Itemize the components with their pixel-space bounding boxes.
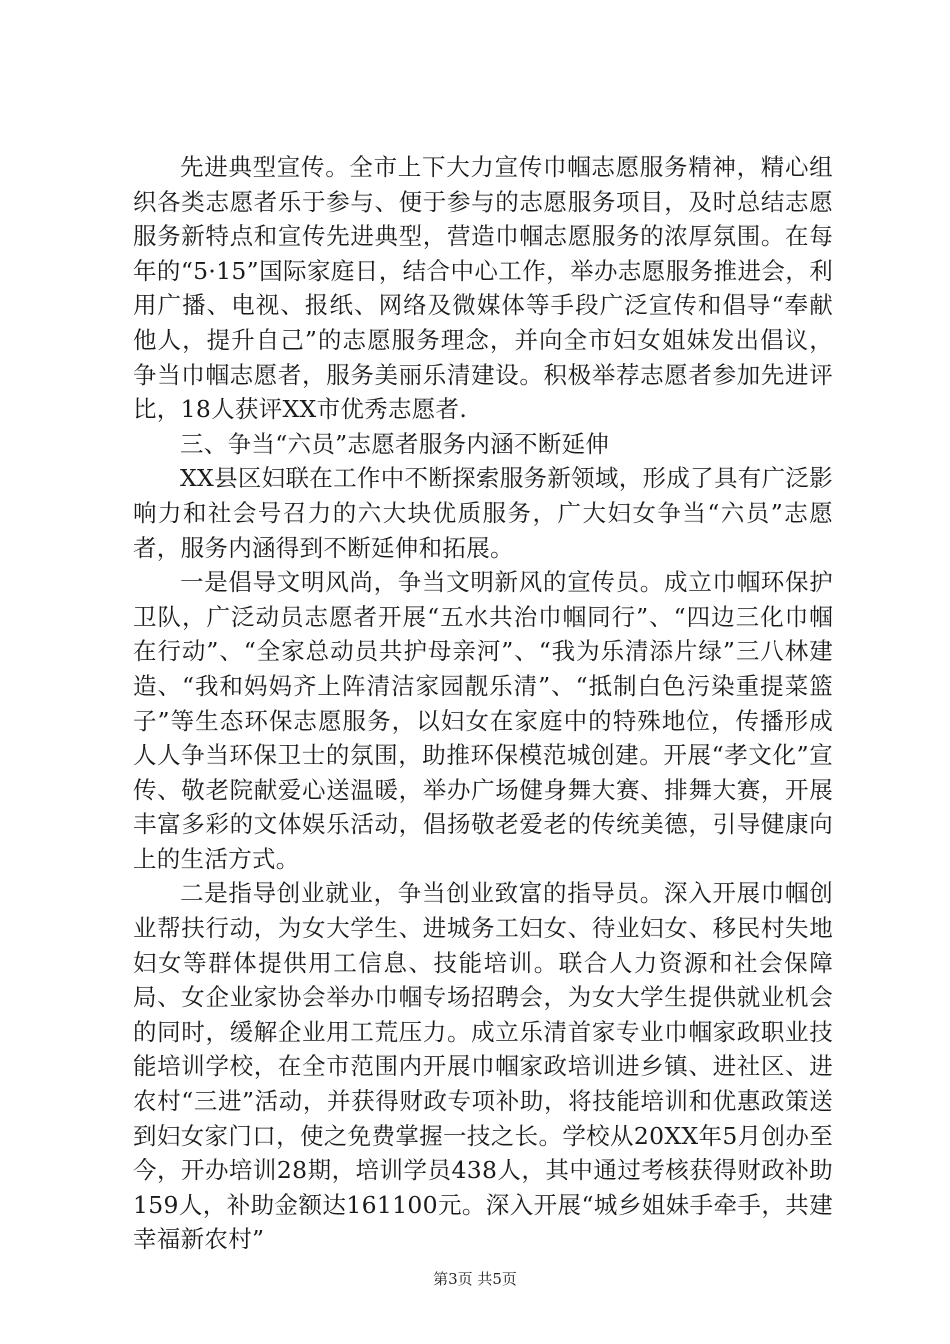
paragraph-entrepreneurship-guide: 二是指导创业就业，争当创业致富的指导员。深入开展巾帼创业帮扶行动，为女大学生、进城务工妇女、待业妇女、移民村失地妇女等群体提供用工信息、技能培训。联合人力资源和社会保障局、女企业家协会举办巾帼专场招聘会，为女大学生提供就业机会的同时，缓解企业用工荒压力。成立乐清首家专业巾帼家政职业技能培训学校，在全市范围内开展巾帼家政培训进乡镇、进社区、进农村“三进”活动，并获得财政专项补助，将技能培训和优惠政策送到妇女家门口，使之免费掌握一技之长。学校从20XX年5月创办至今，开办培训28期，培训学员438人，其中通过考核获得财政补助159人，补助金额达161100元。深入开展“城乡姐妹手牵手，共建幸福新农村” (133, 879, 833, 1254)
document-body (133, 150, 833, 1257)
paragraph-county-federation: XX县区妇联在工作中不断探索服务新领域，形成了具有广泛影响力和社会号召力的六大块优质服务，广大妇女争当“六员”志愿者，服务内涵得到不断延伸和拓展。 (133, 464, 833, 562)
paragraph-typical-publicity: 先进典型宣传。全市上下大力宣传巾帼志愿服务精神，精心组织各类志愿者乐于参与、便于参与的志愿服务项目，及时总结志愿服务新特点和宣传先进典型，营造巾帼志愿服务的浓厚氛围。在每年的“5·15”国际家庭日，结合中心工作，举办志愿服务推进会，利用广播、电视、报纸、网络及微媒体等手段广泛宣传和倡导“奉献他人，提升自己”的志愿服务理念，并向全市妇女姐妹发出倡议，争当巾帼志愿者，服务美丽乐清建设。积极举荐志愿者参加先进评比，18人获评XX市优秀志愿者. (133, 153, 833, 424)
section-heading-six-roles: 三、争当“六员”志愿者服务内涵不断延伸 (180, 429, 610, 458)
paragraph-civilization-promoter: 一是倡导文明风尚，争当文明新风的宣传员。成立巾帼环保护卫队，广泛动员志愿者开展“五水共治巾帼同行”、“四边三化巾帼在行动”、“全家总动员共护母亲河”、“我为乐清添片绿”三八林建造、“我和妈妈齐上阵清洁家园靓乐清”、“抵制白色污染重提菜篮子”等生态环保志愿服务，以妇女在家庭中的特殊地位，传播形成人人争当环保卫士的氛围，助推环保模范城创建。开展“孝文化”宣传、敬老院献爱心送温暖，举办广场健身舞大赛、排舞大赛，开展丰富多彩的文体娱乐活动，倡扬敬老爱老的传统美德，引导健康向上的生活方式。 (133, 568, 833, 873)
page-number-footer: 第3页 共5页 (433, 1270, 517, 1288)
